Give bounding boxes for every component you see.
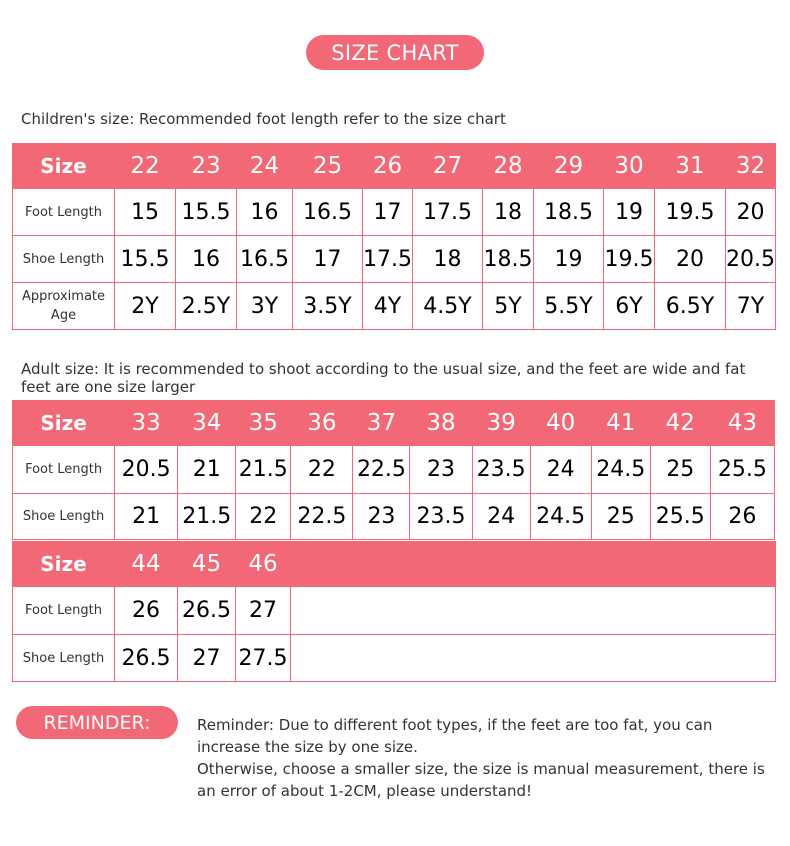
value-cell: 25 [650, 446, 710, 494]
size-cell: 24 [237, 144, 293, 189]
value-cell: 26 [115, 587, 178, 635]
value-cell: 22.5 [353, 446, 410, 494]
reminder-line-2: Otherwise, choose a smaller size, the size is manual measurement, there is an error of about 1-2CM, please understand! [197, 760, 765, 800]
value-cell: 19.5 [655, 189, 726, 236]
value-cell: 25 [591, 494, 650, 540]
children-size-table [12, 143, 776, 330]
value-cell: 21.5 [236, 446, 291, 494]
value-cell: 7Y [726, 283, 776, 330]
value-cell: 15 [115, 189, 176, 236]
row-label: Foot Length [13, 587, 115, 635]
value-cell: 16 [176, 236, 237, 283]
value-cell: 20 [655, 236, 726, 283]
value-cell: 25.5 [650, 494, 710, 540]
value-cell: 18.5 [534, 189, 604, 236]
size-cell: 31 [655, 144, 726, 189]
adult-caption: Adult size: It is recommended to shoot according to the usual size, and the feet are wide and fat feet are one size larger [21, 360, 746, 396]
size-cell: 37 [353, 401, 410, 446]
value-cell: 26.5 [115, 635, 178, 682]
value-cell: 21 [115, 494, 178, 540]
row-label: Approximate Age [13, 283, 115, 330]
value-cell: 19 [534, 236, 604, 283]
row-label: Shoe Length [13, 236, 115, 283]
value-cell: 24.5 [530, 494, 591, 540]
value-cell: 27 [178, 635, 236, 682]
value-cell: 23.5 [472, 446, 530, 494]
size-cell: 33 [115, 401, 178, 446]
value-cell: 22.5 [291, 494, 353, 540]
row-label: Foot Length [13, 446, 115, 494]
value-cell: 26.5 [178, 587, 236, 635]
value-cell: 17.5 [413, 189, 483, 236]
adult-size-table-continued [12, 541, 776, 682]
value-cell: 6.5Y [655, 283, 726, 330]
empty-cell [291, 635, 776, 682]
row-label: Shoe Length [13, 494, 115, 540]
value-cell: 18 [413, 236, 483, 283]
value-cell: 3Y [237, 283, 293, 330]
size-cell: 26 [363, 144, 413, 189]
value-cell: 5.5Y [534, 283, 604, 330]
value-cell: 19 [604, 189, 655, 236]
table-row [13, 494, 775, 540]
value-cell: 25.5 [710, 446, 774, 494]
size-header-label: Size [13, 542, 115, 587]
row-label: Shoe Length [13, 635, 115, 682]
size-cell: 42 [650, 401, 710, 446]
reminder-badge: REMINDER: [16, 706, 178, 739]
value-cell: 27 [236, 587, 291, 635]
value-cell: 20.5 [115, 446, 178, 494]
size-cell: 38 [410, 401, 472, 446]
value-cell: 24 [472, 494, 530, 540]
reminder-line-1: Reminder: Due to different foot types, if the feet are too fat, you can increase the size by one size. [197, 716, 713, 756]
size-cell: 45 [178, 542, 236, 587]
size-cell: 30 [604, 144, 655, 189]
size-cell: 29 [534, 144, 604, 189]
size-cell: 40 [530, 401, 591, 446]
size-cell: 32 [726, 144, 776, 189]
value-cell: 16 [237, 189, 293, 236]
value-cell: 6Y [604, 283, 655, 330]
row-label: Foot Length [13, 189, 115, 236]
value-cell: 4Y [363, 283, 413, 330]
table-row [13, 635, 776, 682]
value-cell: 3.5Y [293, 283, 363, 330]
value-cell: 4.5Y [413, 283, 483, 330]
size-header-label: Size [13, 401, 115, 446]
value-cell: 24 [530, 446, 591, 494]
size-cell: 39 [472, 401, 530, 446]
value-cell: 17 [363, 189, 413, 236]
adult-size-header-row-2 [13, 542, 776, 587]
table-row [13, 446, 775, 494]
size-cell: 43 [710, 401, 774, 446]
size-cell: 34 [178, 401, 236, 446]
value-cell: 21.5 [178, 494, 236, 540]
empty-cell [291, 587, 776, 635]
table-row [13, 236, 776, 283]
value-cell: 21 [178, 446, 236, 494]
size-cell: 22 [115, 144, 176, 189]
size-cell: 23 [176, 144, 237, 189]
value-cell: 23 [410, 446, 472, 494]
value-cell: 16.5 [237, 236, 293, 283]
size-cell: 28 [483, 144, 534, 189]
size-cell: 44 [115, 542, 178, 587]
children-caption: Children's size: Recommended foot length refer to the size chart [21, 110, 506, 128]
value-cell: 20 [726, 189, 776, 236]
value-cell: 22 [236, 494, 291, 540]
value-cell: 2Y [115, 283, 176, 330]
size-header-label: Size [13, 144, 115, 189]
value-cell: 17.5 [363, 236, 413, 283]
table-row [13, 189, 776, 236]
size-cell: 46 [236, 542, 291, 587]
value-cell: 27.5 [236, 635, 291, 682]
children-size-header-row [13, 144, 776, 189]
value-cell: 15.5 [176, 189, 237, 236]
value-cell: 19.5 [604, 236, 655, 283]
adult-size-table [12, 400, 775, 540]
value-cell: 16.5 [293, 189, 363, 236]
size-cell: 27 [413, 144, 483, 189]
size-cell: 25 [293, 144, 363, 189]
value-cell: 24.5 [591, 446, 650, 494]
table-row [13, 283, 776, 330]
value-cell: 23 [353, 494, 410, 540]
value-cell: 26 [710, 494, 774, 540]
value-cell: 22 [291, 446, 353, 494]
size-cell: 36 [291, 401, 353, 446]
value-cell: 18 [483, 189, 534, 236]
empty-header-cell [291, 542, 776, 587]
value-cell: 5Y [483, 283, 534, 330]
size-cell: 35 [236, 401, 291, 446]
value-cell: 17 [293, 236, 363, 283]
adult-size-header-row [13, 401, 775, 446]
table-row [13, 587, 776, 635]
size-cell: 41 [591, 401, 650, 446]
value-cell: 23.5 [410, 494, 472, 540]
reminder-text [197, 714, 772, 802]
size-chart-title: SIZE CHART [306, 35, 484, 70]
value-cell: 2.5Y [176, 283, 237, 330]
value-cell: 20.5 [726, 236, 776, 283]
value-cell: 18.5 [483, 236, 534, 283]
value-cell: 15.5 [115, 236, 176, 283]
